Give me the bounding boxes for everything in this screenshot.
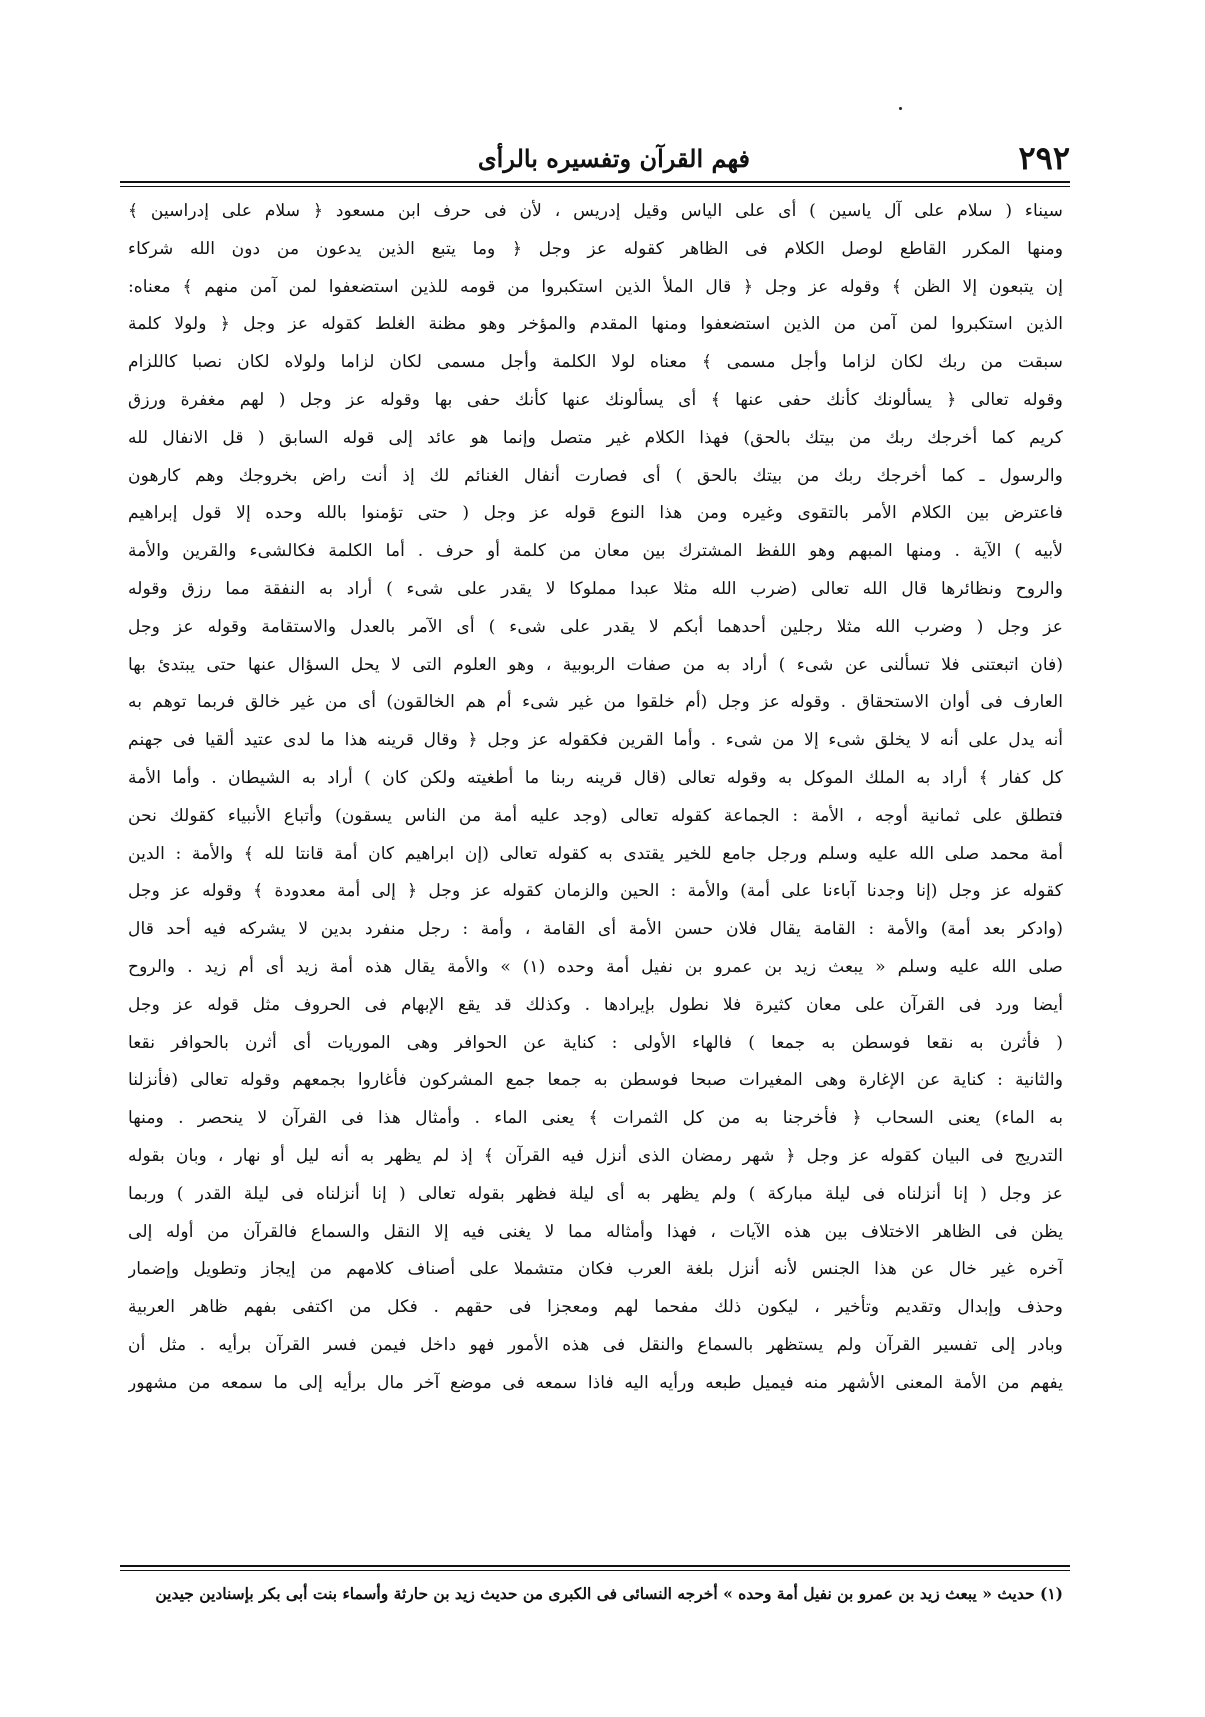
- text-line: كريم كما أخرجك ربك من بيتك بالحق) فهذا الكلام غير متصل وإنما هو عائد إلى قوله السابق ( قل الانفال لله: [128, 427, 1063, 448]
- footnote: (١) حديث « يبعث زيد بن عمرو بن نفيل أمة وحده » أخرجه النسائى فى الكبرى من حديث زيد بن حارثة وأسماء بنت أبى بكر بإسنادين جيدين: [155, 1584, 1063, 1603]
- text-line: وحذف وإبدال وتقديم وتأخير ، ليكون ذلك مفحما لهم ومعجزا فى حقهم . فكل من اكتفى بفهم ظاهر العربية: [128, 1297, 1063, 1318]
- text-line: صلى الله عليه وسلم « يبعث زيد بن عمرو بن نفيل أمة وحده (١) » والأمة يقال هذه أمة زيد أى أم زيد . والروح: [128, 956, 1063, 977]
- text-line: أيضا ورد فى القرآن على معان كثيرة فلا نطول بإيرادها . وكذلك قد يقع الإبهام فى الحروف مثل قوله عز وجل: [128, 994, 1063, 1015]
- text-line: [128, 1403, 1063, 1441]
- text-line: عز وجل ( وضرب الله مثلا رجلين أحدهما أبكم لا يقدر على شىء ) أى الآمر بالعدل والاستقامة وقوله عز وجل: [128, 616, 1063, 637]
- text-line: (فان اتبعتنى فلا تسألنى عن شىء ) أراد به من صفات الربوبية ، وهو العلوم التى لا يحل السؤال عنها حتى يبتدئ بها: [128, 654, 1063, 675]
- text-line: والروح ونظائرها قال الله تعالى (ضرب الله مثلا عبدا مملوكا لا يقدر على شىء ) أراد به النفقة مما رزق وقوله: [128, 578, 1063, 599]
- text-line: [128, 1440, 1063, 1478]
- text-line: [128, 1516, 1063, 1554]
- text-line: وقوله تعالى ﴿ يسألونك كأنك حفى عنها ﴾ أى يسألونك عنها كأنك حفى بها وقوله عز وجل ( لهم مغفرة ورزق: [128, 389, 1063, 410]
- text-line: والرسول ـ كما أخرجك ربك من بيتك بالحق ) أى فصارت أنفال الغنائم لك إذ أنت راض بخروجك وهم كارهون: [128, 465, 1063, 486]
- text-line: والثانية : كناية عن الإغارة وهى المغيرات صبحا فوسطن به جمعا جمع المشركون فأغاروا بجمعهم وقوله تعالى (فأنزلنا: [128, 1070, 1063, 1091]
- text-line: (وادكر بعد أمة) والأمة : القامة يقال فلان حسن الأمة أى القامة ، وأمة : رجل منفرد بدين لا يشركه فيه أحد قال: [128, 919, 1063, 940]
- text-line: فاعترض بين الكلام الأمر بالتقوى وغيره ومن هذا النوع قوله عز وجل ( حتى تؤمنوا بالله وحده إلا قول إبراهيم: [128, 503, 1063, 524]
- text-line: به الماء) يعنى السحاب ﴿ فأخرجنا به من كل الثمرات ﴾ يعنى الماء . وأمثال هذا فى القرآن لا ينحصر . ومنها: [128, 1108, 1063, 1129]
- text-line: فتطلق على ثمانية أوجه ، الأمة : الجماعة كقوله تعالى (وجد عليه أمة من الناس يسقون) وأتباع الأنبياء كقولك نحن: [128, 805, 1063, 826]
- text-line: ومنها المكرر القاطع لوصل الكلام فى الظاهر كقوله عز وجل ﴿ وما يتبع الذين يدعون من دون الله شركاء: [128, 238, 1063, 259]
- text-line: وبادر إلى تفسير القرآن ولم يستظهر بالسماع والنقل فى هذه الأمور فهو داخل فيمن فسر القرآن برأيه . مثل أن: [128, 1334, 1063, 1355]
- text-line: سيناء ( سلام على آل ياسين ) أى على الياس وقيل إدريس ، لأن فى حرف ابن مسعود ﴿ سلام على إدراسين ﴾: [128, 201, 1063, 221]
- header-rule: [120, 181, 1070, 183]
- text-line: يظن فى الظاهر الاختلاف بين هذه الآيات ، فهذا وأمثاله مما لا يغنى فيه إلا النقل والسماع فالقرآن من أوله إلى: [128, 1221, 1063, 1242]
- text-line: لأبيه ) الآية . ومنها المبهم وهو اللفظ المشترك بين معان من كلمة أو حرف . أما الكلمة فكالشىء والقرين والأمة: [128, 541, 1063, 562]
- text-line: [128, 1478, 1063, 1516]
- footnote-rule: [120, 1565, 1070, 1567]
- text-line: يفهم من الأمة المعنى الأشهر منه فيميل طبعه ورأيه اليه فاذا سمعه فى موضع آخر مال برأيه إلى ما سمعه من مشهور: [128, 1372, 1063, 1393]
- text-line: أمة محمد صلى الله عليه وسلم ورجل جامع للخير يقتدى به كقوله تعالى (إن ابراهيم كان أمة قانتا لله ﴾ والأمة : الدين: [128, 843, 1063, 864]
- text-line: العارف فى أوان الاستحقاق . وقوله عز وجل (أم خلقوا من غير شىء أم هم الخالقون) أى من غير خالق فربما توهم به: [128, 692, 1063, 713]
- text-line: إن يتبعون إلا الظن ﴾ وقوله عز وجل ﴿ قال الملأ الذين استكبروا من قومه للذين استضعفوا لمن آمن منهم ﴾ معناه:: [128, 276, 1063, 297]
- text-line: عز وجل ( إنا أنزلناه فى ليلة مباركة ) ولم يظهر به أى ليلة فظهر بقوله تعالى ( إنا أنزلناه فى ليلة القدر ) وربما: [128, 1183, 1063, 1204]
- footnote-rule-thin: [120, 1570, 1070, 1571]
- text-line: الذين استكبروا لمن آمن من الذين استضعفوا ومنها المقدم والمؤخر وهو مظنة الغلط كقوله عز وجل ﴿ ولولا كلمة: [128, 314, 1063, 335]
- page-number: ٢٩٢: [1018, 139, 1070, 177]
- header-rule-thin: [120, 186, 1070, 187]
- page-header: [120, 138, 1070, 180]
- text-line: سبقت من ربك لكان لزاما وأجل مسمى ﴾ معناه لولا الكلمة وأجل مسمى لكان لزاما ولولاه لكان نصبا كاللزام: [128, 352, 1063, 373]
- text-line: كقوله عز وجل (إنا وجدنا آباءنا على أمة) والأمة : الحين والزمان كقوله عز وجل ﴿ إلى أمة معدودة ﴾ وقوله عز وجل: [128, 881, 1063, 902]
- body-text: [128, 193, 1063, 1555]
- text-line: آخره غير خال عن هذا الجنس لأنه أنزل بلغة العرب فكان متشملا على أصناف كلامهم من إيجاز وتطويل وإضمار: [128, 1259, 1063, 1280]
- text-line: كل كفار ﴾ أراد به الملك الموكل به وقوله تعالى (قال قرينه ربنا ما أطغيته ولكن كان ) أراد به الشيطان . وأما الأمة: [128, 767, 1063, 788]
- ink-dot: [899, 107, 902, 110]
- running-title: فهم القرآن وتفسيره بالرأى: [477, 144, 750, 173]
- text-line: أنه يدل على أنه لا يخلق شىء إلا من شىء . وأما القرين فكقوله عز وجل ﴿ وقال قرينه هذا ما لدى عتيد ألقيا فى جهنم: [128, 730, 1063, 751]
- text-line: ( فأثرن به نقعا فوسطن به جمعا ) فالهاء الأولى : كناية عن الحوافر وهى الموريات أى أثرن بالحوافر نقعا: [128, 1032, 1063, 1053]
- text-line: التدريج فى البيان كقوله عز وجل ﴿ شهر رمضان الذى أنزل فيه القرآن ﴾ إذ لم يظهر به أنه ليل أو نهار ، وبان بقوله: [128, 1145, 1063, 1166]
